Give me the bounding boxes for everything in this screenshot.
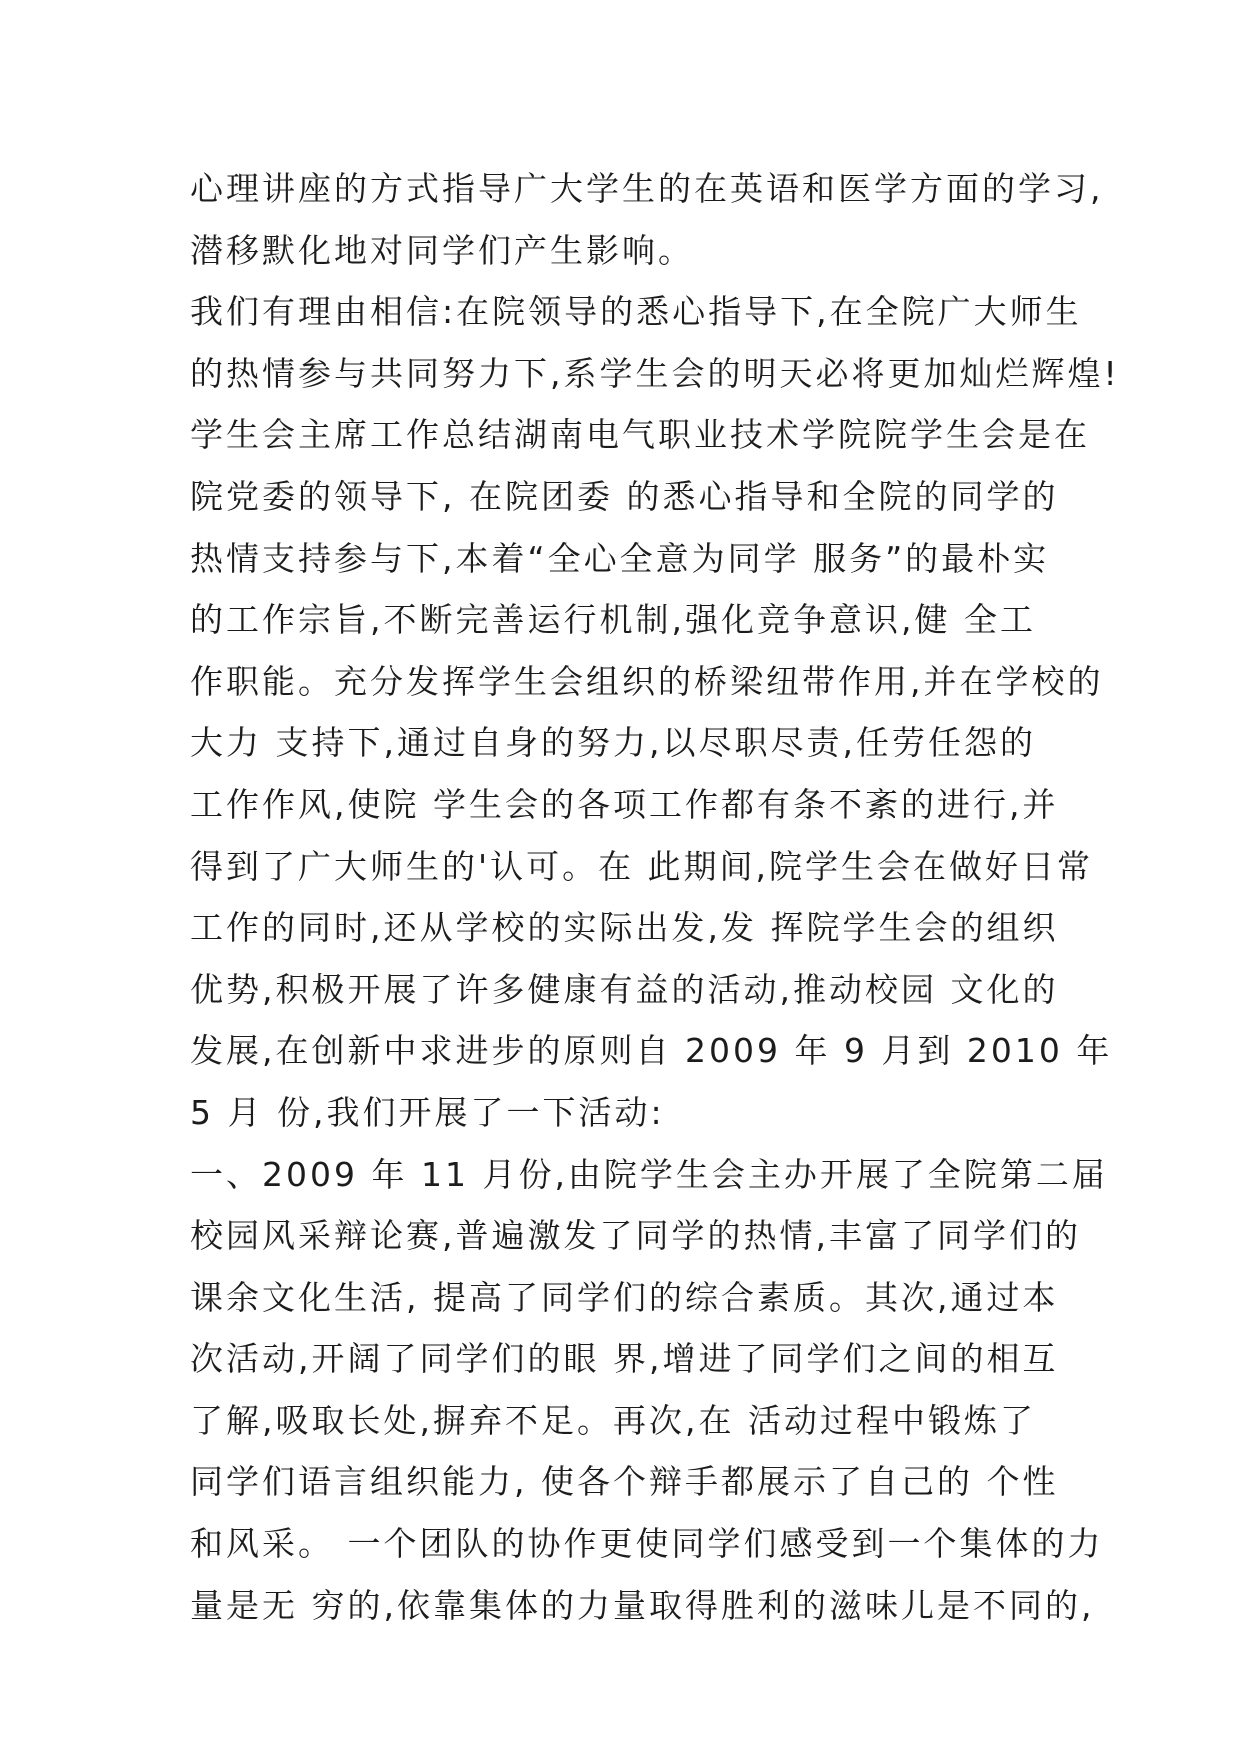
text-line: 5 月 份,我们开展了一下活动: [190, 1092, 665, 1132]
text-line: 次活动,开阔了同学们的眼 界,增进了同学们之间的相互 [190, 1339, 1059, 1379]
text-line: 学生会主席工作总结湖南电气职业技术学院院学生会是在 [190, 415, 1090, 455]
text-line: 优势,积极开展了许多健康有益的活动,推动校园 文化的 [190, 969, 1059, 1009]
text-line: 我们有理由相信:在院领导的悉心指导下,在全院广大师生 [190, 292, 1082, 332]
text-line: 了解,吸取长处,摒弃不足。再次,在 活动过程中锻炼了 [190, 1400, 1036, 1440]
text-line: 潜移默化地对同学们产生影响。 [190, 230, 694, 270]
text-line: 一、2009 年 11 月份,由院学生会主办开展了全院第二届 [190, 1154, 1108, 1194]
text-line: 同学们语言组织能力, 使各个辩手都展示了自己的 个性 [190, 1462, 1059, 1502]
body-text [190, 158, 1120, 1636]
text-line: 得到了广大师生的'认可。在 此期间,院学生会在做好日常 [190, 846, 1094, 886]
text-line: 发展,在创新中求进步的原则自 2009 年 9 月到 2010 年 [190, 1031, 1113, 1071]
text-line: 热情支持参与下,本着“全心全意为同学 服务”的最朴实 [190, 538, 1050, 578]
text-line: 工作作风,使院 学生会的各项工作都有条不紊的进行,并 [190, 784, 1059, 824]
text-line: 心理讲座的方式指导广大学生的在英语和医学方面的学习, [190, 169, 1104, 208]
text-line: 课余文化生活, 提高了同学们的综合素质。其次,通过本 [190, 1277, 1059, 1317]
text-line: 量是无 穷的,依靠集体的力量取得胜利的滋味儿是不同的, [190, 1585, 1095, 1625]
text-line: 作职能。充分发挥学生会组织的桥梁纽带作用,并在学校的 [190, 661, 1104, 701]
text-line: 大力 支持下,通过自身的努力,以尽职尽责,任劳任怨的 [190, 723, 1036, 763]
text-line: 的工作宗旨,不断完善运行机制,强化竞争意识,健 全工 [190, 600, 1036, 640]
text-line: 院党委的领导下, 在院团委 的悉心指导和全院的同学的 [190, 476, 1059, 516]
text-line: 校园风采辩论赛,普遍激发了同学的热情,丰富了同学们的 [190, 1216, 1081, 1256]
text-line: 和风采。 一个团队的协作更使同学们感受到一个集体的力 [190, 1524, 1104, 1564]
text-line: 的热情参与共同努力下,系学生会的明天必将更加灿烂辉煌! [190, 353, 1120, 393]
text-line: 工作的同时,还从学校的实际出发,发 挥院学生会的组织 [190, 908, 1059, 948]
